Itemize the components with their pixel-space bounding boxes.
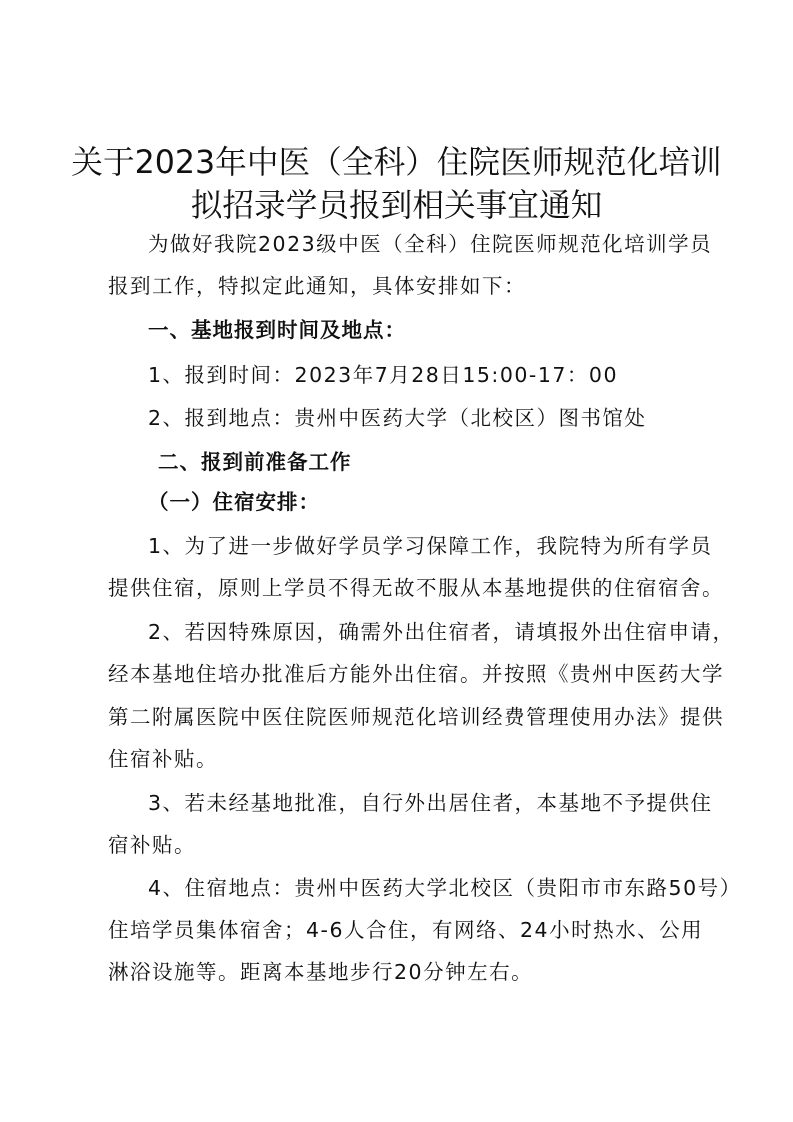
paragraph-2-line-3: 第二附属医院中医住院医师规范化培训经费管理使用办法》提供: [108, 705, 724, 729]
paragraph-4-line-3: 淋浴设施等。距离本基地步行20分钟左右。: [108, 960, 534, 984]
paragraph-3-line-2: 宿补贴。: [108, 833, 196, 857]
paragraph-2-line-4: 住宿补贴。: [108, 747, 218, 771]
section-2-heading: 二、报到前准备工作: [158, 450, 352, 474]
paragraph-4-line-1: 4、住宿地点：贵州中医药大学北校区（贵阳市市东路50号）: [148, 876, 742, 900]
paragraph-3-line-1: 3、若未经基地批准，自行外出居住者，本基地不予提供住: [148, 791, 713, 815]
document-title-line-2: 拟招录学员报到相关事宜通知: [190, 188, 603, 224]
intro-line-1: 为做好我院2023级中医（全科）住院医师规范化培训学员: [148, 232, 713, 256]
document-title-line-1: 关于2023年中医（全科）住院医师规范化培训: [71, 145, 722, 181]
paragraph-2-line-1: 2、若因特殊原因，确需外出住宿者，请填报外出住宿申请，: [148, 620, 735, 644]
paragraph-1-line-1: 1、为了进一步做好学员学习保障工作，我院特为所有学员: [148, 534, 713, 558]
paragraph-1-line-2: 提供住宿，原则上学员不得无故不服从本基地提供的住宿宿舍。: [108, 576, 724, 600]
section-2-subheading: （一）住宿安排：: [148, 490, 320, 514]
intro-line-2: 报到工作，特拟定此通知，具体安排如下：: [108, 274, 526, 298]
section-1-heading: 一、基地报到时间及地点：: [148, 318, 406, 342]
section-1-item-1: 1、报到时间：2023年7月28日15:00-17：00: [148, 363, 618, 387]
section-1-item-2: 2、报到地点：贵州中医药大学（北校区）图书馆处: [148, 406, 647, 430]
paragraph-2-line-2: 经本基地住培办批准后方能外出住宿。并按照《贵州中医药大学: [108, 662, 724, 686]
paragraph-4-line-2: 住培学员集体宿舍；4-6人合住，有网络、24小时热水、公用: [108, 918, 704, 942]
